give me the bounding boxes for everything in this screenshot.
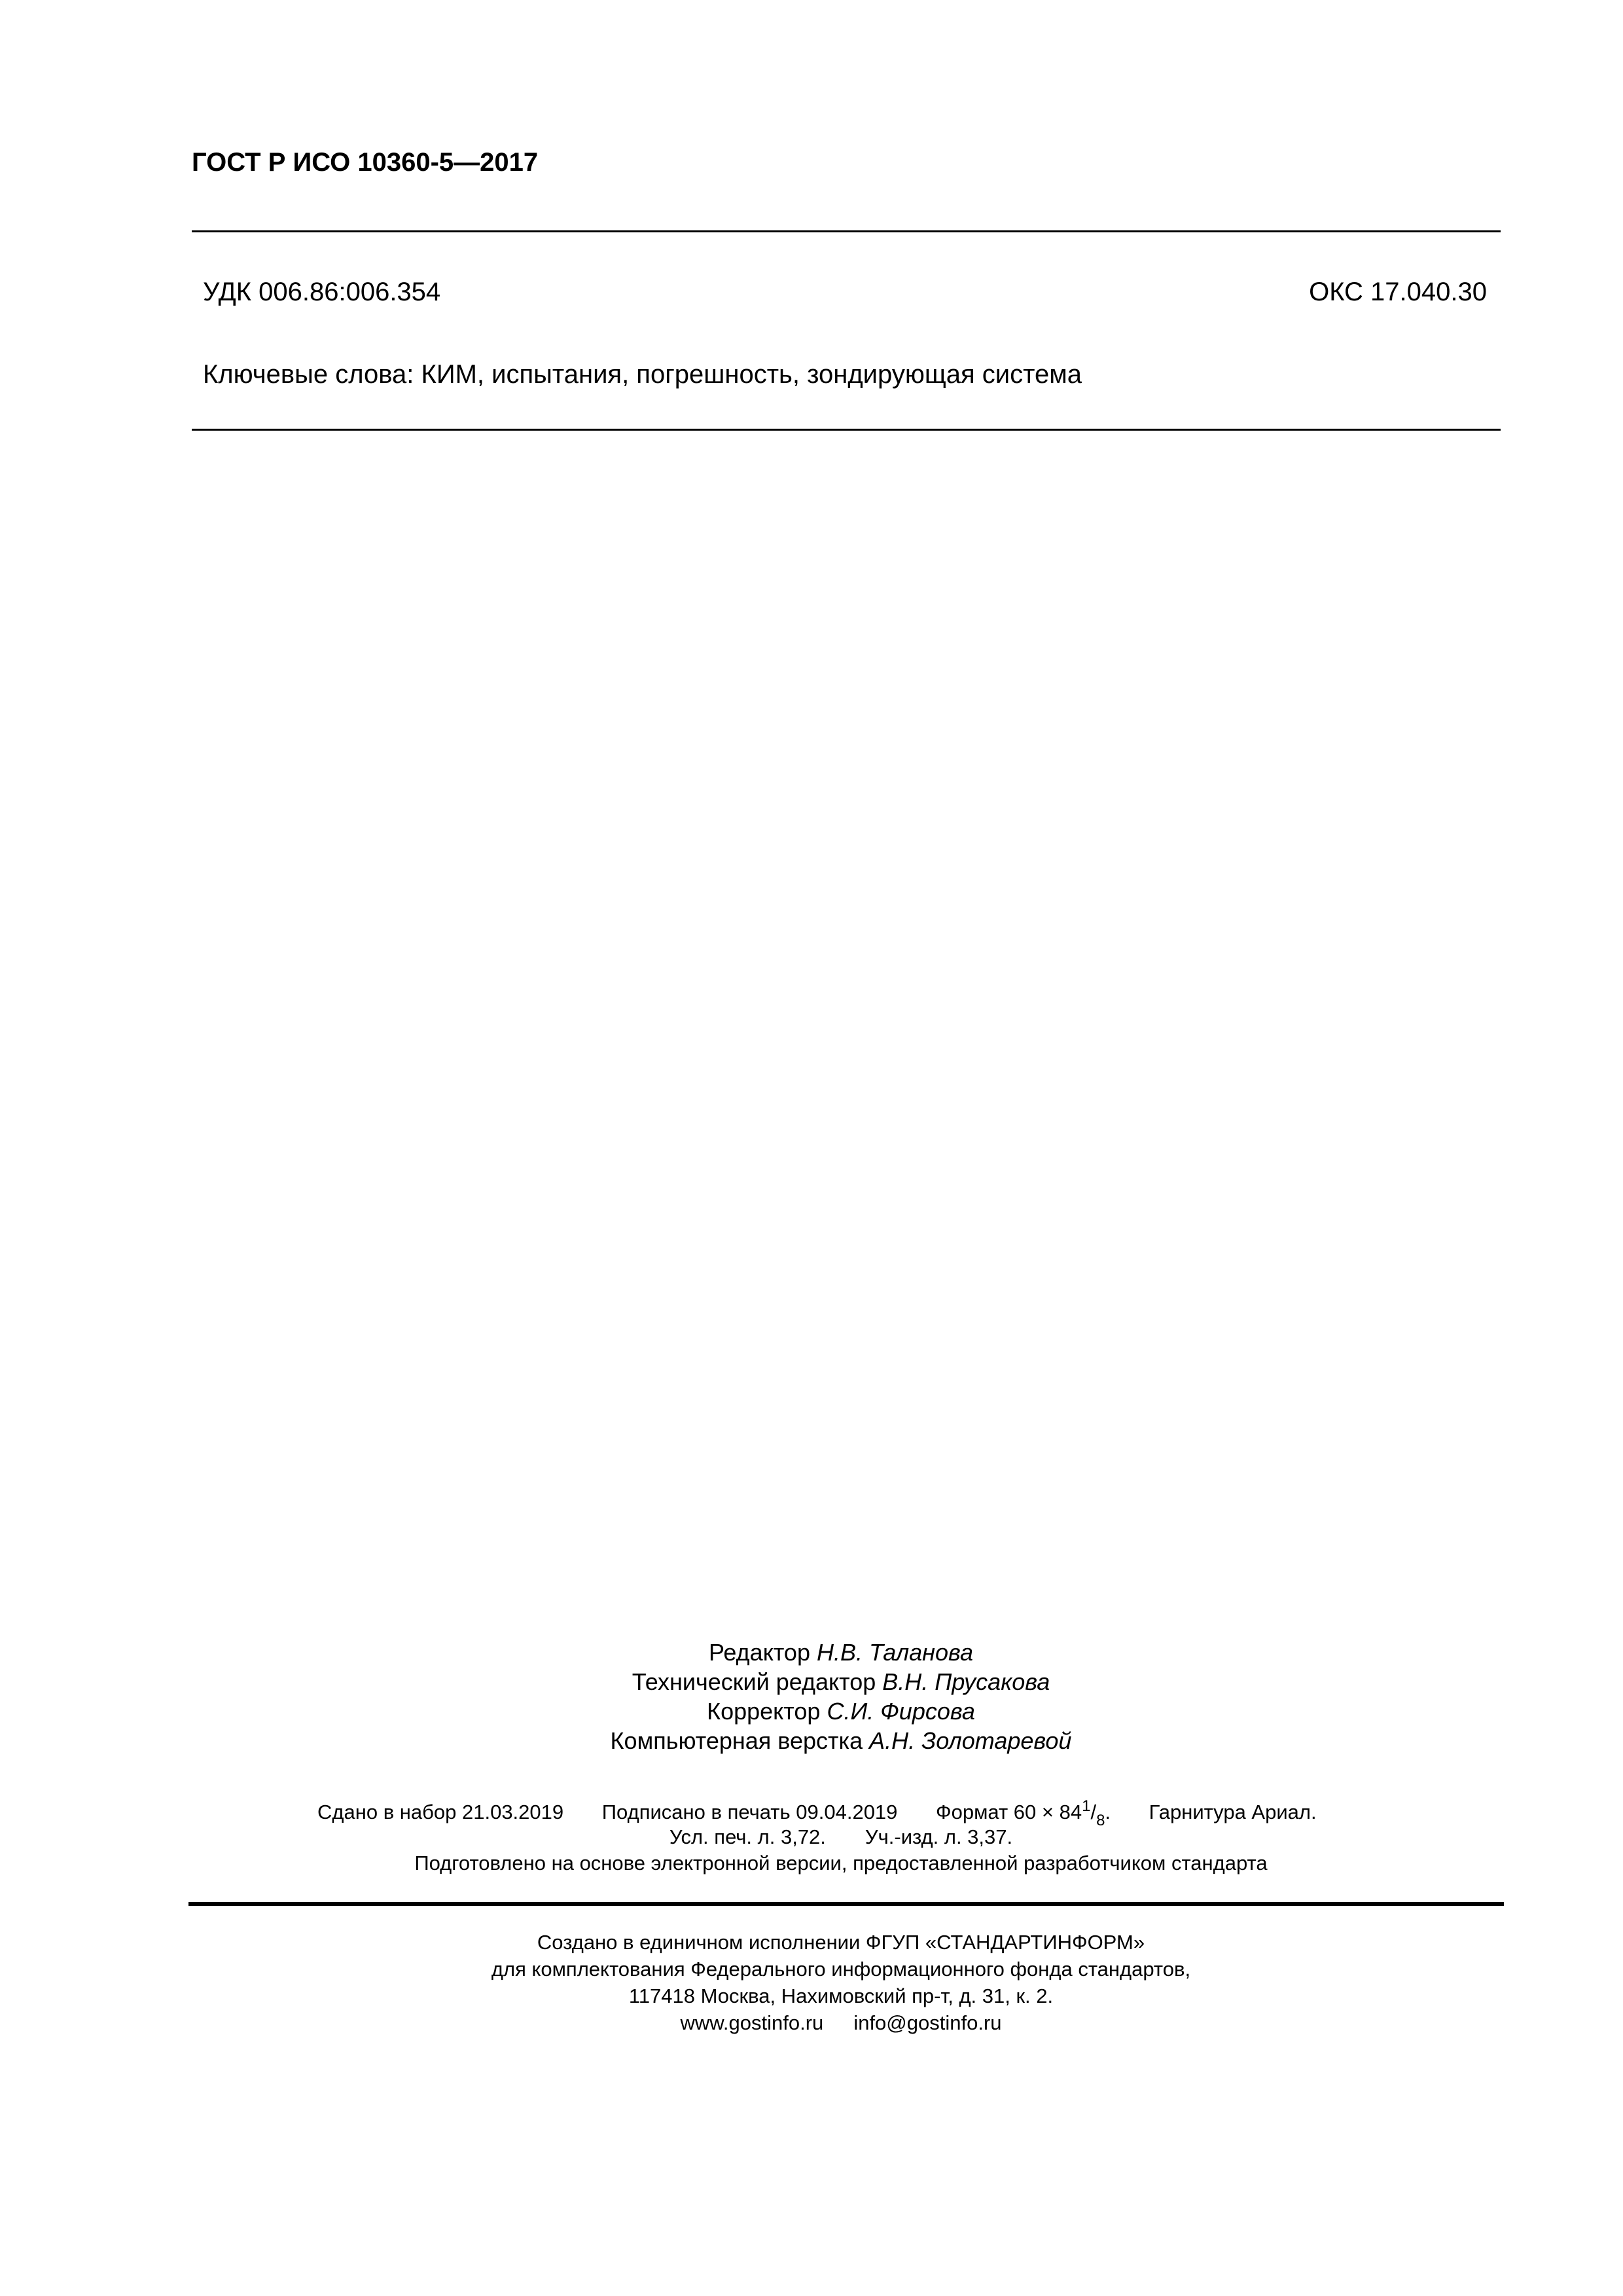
publisher-line-2: для комплектования Федерального информационного фонда стандартов, — [491, 1958, 1191, 1981]
proofreader-name: С.И. Фирсова — [827, 1698, 975, 1725]
publisher-block — [0, 1929, 1623, 2036]
oks-code: ОКС 17.040.30 — [1309, 278, 1487, 306]
format-sub: 8 — [1096, 1812, 1105, 1829]
publisher-line-1: Создано в единичном исполнении ФГУП «СТАНДАРТИНФОРМ» — [537, 1931, 1145, 1954]
standard-code: ГОСТ Р ИСО 10360-5—2017 — [192, 148, 539, 177]
proofreader-line — [0, 1696, 1623, 1726]
typeface: Гарнитура Ариал. — [1149, 1801, 1317, 1823]
prepared-note: Подготовлено на основе электронной версии, предоставленной разработчиком стандарта — [414, 1852, 1268, 1874]
editor-name: Н.В. Таланова — [816, 1639, 973, 1666]
keywords-line: Ключевые слова: КИМ, испытания, погрешность, зондирующая система — [203, 360, 1082, 389]
print-sheets: Усл. печ. л. 3,72. — [669, 1825, 826, 1848]
udk-code: УДК 006.86:006.354 — [203, 278, 441, 306]
tech-editor-label: Технический редактор — [632, 1668, 883, 1695]
format-sup: 1 — [1082, 1797, 1091, 1815]
editor-line — [0, 1638, 1623, 1667]
signed-date: Подписано в печать 09.04.2019 — [601, 1801, 898, 1823]
layout-name: А.Н. Золотаревой — [869, 1727, 1072, 1754]
publisher-address: 117418 Москва, Нахимовский пр-т, д. 31, к. 2. — [628, 1984, 1054, 2007]
layout-label: Компьютерная верстка — [610, 1727, 870, 1754]
editor-label: Редактор — [709, 1639, 817, 1666]
format-prefix: Формат 60 × 84 — [936, 1801, 1082, 1823]
layout-line — [0, 1726, 1623, 1755]
tech-editor-line — [0, 1667, 1623, 1696]
credits-block — [0, 1638, 1623, 1755]
tech-editor-name: В.Н. Прусакова — [882, 1668, 1050, 1695]
top-divider — [192, 230, 1501, 232]
format-slash: / — [1090, 1801, 1097, 1823]
email-link[interactable]: info@gostinfo.ru — [853, 2011, 1002, 2034]
format-suffix: . — [1105, 1801, 1111, 1823]
proofreader-label: Корректор — [707, 1698, 827, 1725]
middle-divider — [192, 429, 1501, 431]
bottom-divider — [188, 1902, 1504, 1906]
publisher-sheets: Уч.-изд. л. 3,37. — [865, 1825, 1013, 1848]
paper-format — [936, 1797, 1111, 1829]
sheets-line — [0, 1825, 1623, 1849]
submitted-date: Сдано в набор 21.03.2019 — [317, 1801, 564, 1823]
publisher-contacts — [0, 2009, 1623, 2036]
website-link[interactable]: www.gostinfo.ru — [680, 2011, 824, 2034]
